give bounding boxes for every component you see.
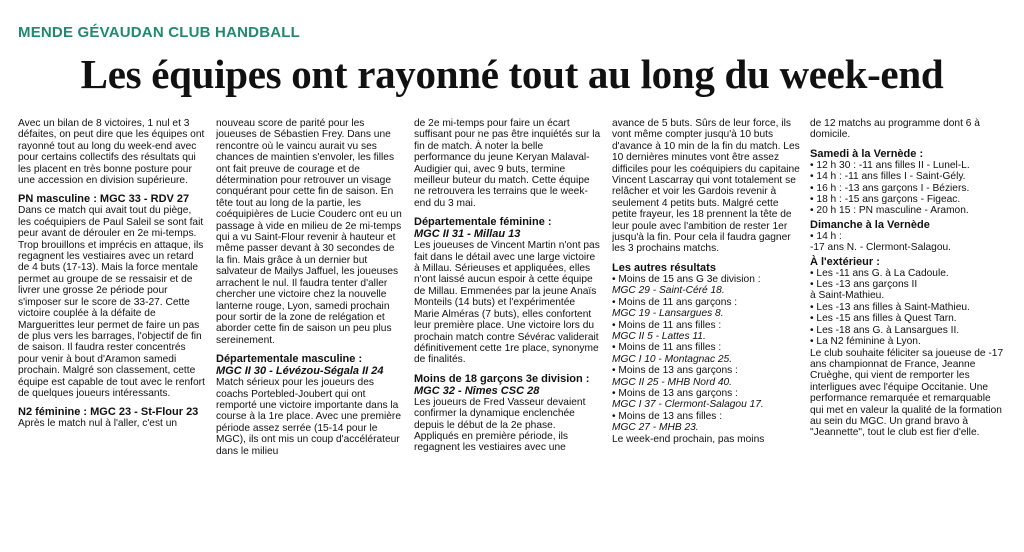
dep-masculine-score: MGC II 30 - Lévézou-Ségala II 24 xyxy=(216,365,384,378)
away-item: • Les -13 ans garçons II xyxy=(810,279,918,291)
result-line: MGC II 5 - Lattes 11. xyxy=(612,330,706,342)
away-heading: À l'extérieur : xyxy=(810,255,880,268)
away-item: • Les -15 ans filles à Quest Tarn. xyxy=(810,313,957,325)
dep-masculine-text: Match sérieux pour les joueurs des coachs Portebled-Joubert qui ont remporté une victoire importante dans la course à la 1re place. Avec une première période assez serrée (15-14 pour le MGC), ils ont mis un coup d'accélérateur dans le milieu xyxy=(216,377,401,457)
other-results-heading: Les autres résultats xyxy=(612,261,716,274)
result-line: • Moins de 13 ans filles : xyxy=(612,410,723,422)
result-line: • Moins de 15 ans G 3e division : xyxy=(612,273,761,285)
column-1 xyxy=(18,118,206,548)
u18-text: Les joueurs de Fred Vasseur devaient confirmer la dynamique enclenchée depuis le début de la 2e phase. Appliqués en première période, ils regagnent les vestiaires avec une xyxy=(414,396,586,454)
u18-score: MGC 32 - Nîmes CSC 28 xyxy=(414,384,540,397)
result-line: MGC I 10 - Montagnac 25. xyxy=(612,353,733,365)
sunday-heading: Dimanche à la Vernède xyxy=(810,218,930,231)
result-line: • Moins de 13 ans garçons : xyxy=(612,387,738,399)
column-3 xyxy=(414,118,602,548)
away-item: • Les -11 ans G. à La Cadoule. xyxy=(810,267,949,279)
result-line: MGC 27 - MHB 23. xyxy=(612,422,699,434)
article-body xyxy=(18,118,1014,548)
column-5 xyxy=(810,118,1006,548)
away-item: • Les -13 ans filles à Saint-Mathieu. xyxy=(810,301,970,313)
section-kicker: MENDE GÉVAUDAN CLUB HANDBALL xyxy=(18,24,300,41)
result-line: • Moins de 11 ans garçons : xyxy=(612,296,738,308)
away-item: • Les -18 ans G. à Lansargues II. xyxy=(810,324,960,336)
schedule-item: • 18 h : -15 ans garçons - Figeac. xyxy=(810,194,961,206)
schedule-item: • 12 h 30 : -11 ans filles II - Lunel-L. xyxy=(810,159,970,171)
result-line: MGC 19 - Lansargues 8. xyxy=(612,308,724,320)
result-line: • Moins de 11 ans filles : xyxy=(612,319,722,331)
dep-masculine-text-cont: de 2e mi-temps pour faire un écart suffisant pour ne pas être inquiétés sur la fin de match. À noter la belle performance du jeune Keryan Malaval-Audigier qui, avec 9 buts, termine meilleur buteur du match. Cette équipe ne retrouvera les terrains que le week-end du 3 mai. xyxy=(414,118,601,209)
u18-text-cont: avance de 5 buts. Sûrs de leur force, ils vont même compter jusqu'à 10 buts d'avance à 10 min de la fin du match. Les 10 dernières minutes vont être assez difficiles pour les coéquipiers du capitaine Vincent Lascarray qui vont totalement se relâcher et voir les Gardois revenir à seulement 4 petits buts. Malgré cette petite frayeur, les 18 prennent la tête de leur poule avec l'ambition de rester 1er jusqu'à la fin. Pour cela il faudra gagner les 3 prochains matchs. xyxy=(612,118,800,255)
closing-paragraph: Le club souhaite féliciter sa joueuse de -17 ans championnat de France, Jeanne Cruèghe, qui vient de remporter les interligues avec l'équipe Occitanie. Une performance remarquée et remarquable qui met en valeur la qualité de la formation au sein du MGC. Un grand bravo à "Jeannette", tout le club est fier d'elle. xyxy=(810,347,1004,439)
dep-masculine-heading: Départementale masculine : xyxy=(216,353,363,366)
column-2 xyxy=(216,118,404,548)
result-line: MGC II 25 - MHB Nord 40. xyxy=(612,376,733,388)
result-line: • Moins de 11 ans filles : xyxy=(612,342,722,354)
n2-feminine-heading: N2 féminine : MGC 23 - St-Flour 23 xyxy=(18,406,199,419)
next-weekend-text: Le week-end prochain, pas moins xyxy=(612,433,765,445)
dep-feminine-text: Les joueuses de Vincent Martin n'ont pas fait dans le détail avec une large victoire à Millau. Sérieuses et appliquées, elles n'ont laissé aucun espoir à cette équipe de Millau. Emmenées par la jeune Anaïs Monteils (14 buts) et l'expérimentée Marie Alméras (7 buts), elles confortent leur première place. Une victoire lors du prochain match contre Sévérac validerait définitivement cette 1re place, synonyme de finalités. xyxy=(414,240,600,366)
saturday-heading: Samedi à la Vernède : xyxy=(810,147,924,160)
schedule-item: • 14 h : xyxy=(810,230,842,242)
headline: Les équipes ont rayonné tout au long du week-end xyxy=(80,51,944,97)
schedule-item: -17 ans N. - Clermont-Salagou. xyxy=(810,242,951,254)
result-line: MGC I 37 - Clermont-Salagou 17. xyxy=(612,399,764,411)
next-weekend-text-cont: de 12 matchs au programme dont 6 à domicile. xyxy=(810,118,980,141)
result-line: MGC 29 - Saint-Céré 18. xyxy=(612,285,725,297)
result-line: • Moins de 13 ans garçons : xyxy=(612,365,738,377)
away-item: • La N2 féminine à Lyon. xyxy=(810,336,921,348)
n2-feminine-text: Après le match nul à l'aller, c'est un xyxy=(18,418,178,430)
pn-masculine-text: Dans ce match qui avait tout du piège, les coéquipiers de Paul Saleil se sont fait peur avant de dérouler en 2e mi-temps. Trop brouillons et imprécis en attaque, ils regagnent les vestiaires avec un retard de 4 buts (17-13). Mais la force mentale permet au groupe de se ressaisir et de livrer une grosse 2e période pour s'imposer sur le score de 33-27. Cette victoire couplée à la défaite de Marguerittes leur permet de faire un pas de plus vers les barrages, l'objectif de fin de saison. Il faudra rester concentrés pour venir à bout d'Aramon samedi prochain. Malgré son classement, cette équipe est capable de tout avec le renfort de quelques joueurs intéressants. xyxy=(18,205,205,399)
column-4 xyxy=(612,118,800,548)
intro-paragraph: Avec un bilan de 8 victoires, 1 nul et 3 défaites, on peut dire que les équipes ont rayonné tout au long du week-end avec pour certains collectifs des résultats qui les placent en très bonne posture pour une accession en division supérieure. xyxy=(18,118,205,187)
away-item: à Saint-Mathieu. xyxy=(810,290,885,302)
n2-feminine-text-cont: nouveau score de parité pour les joueuses de Sébastien Frey. Dans une rencontre où le vaincu aurait vu ses chances de maintien s'envoler, les filles ont fait preuve de courage et de détermination pour retrouver un visage conquérant pour cette fin de saison. En tête tout au long de la partie, les coéquipières de Lucie Couderc ont eu un passage à vide en milieu de 2e mi-temps qui a vu Saint-Flour revenir à hauteur et même passer devant à 30 secondes de la fin. Mais grâce à un dernier but salvateur de Mailys Jaffuel, les joueuses arrachent le nul. Il faudra tenter d'aller chercher une victoire chez la nouvelle lanterne rouge, Lyon, samedi prochain pour sortir de la zone de relégation et aborder cette fin de saison un peu plus sereinement. xyxy=(216,118,402,346)
schedule-item: • 16 h : -13 ans garçons I - Béziers. xyxy=(810,182,970,194)
pn-masculine-heading: PN masculine : MGC 33 - RDV 27 xyxy=(18,193,190,206)
dep-feminine-score: MGC II 31 - Millau 13 xyxy=(414,228,521,241)
dep-feminine-heading: Départementale féminine : xyxy=(414,216,552,229)
u18-heading: Moins de 18 garçons 3e division : xyxy=(414,372,590,385)
schedule-item: • 20 h 15 : PN masculine - Aramon. xyxy=(810,205,969,217)
schedule-item: • 14 h : -11 ans filles I - Saint-Gély. xyxy=(810,171,966,183)
